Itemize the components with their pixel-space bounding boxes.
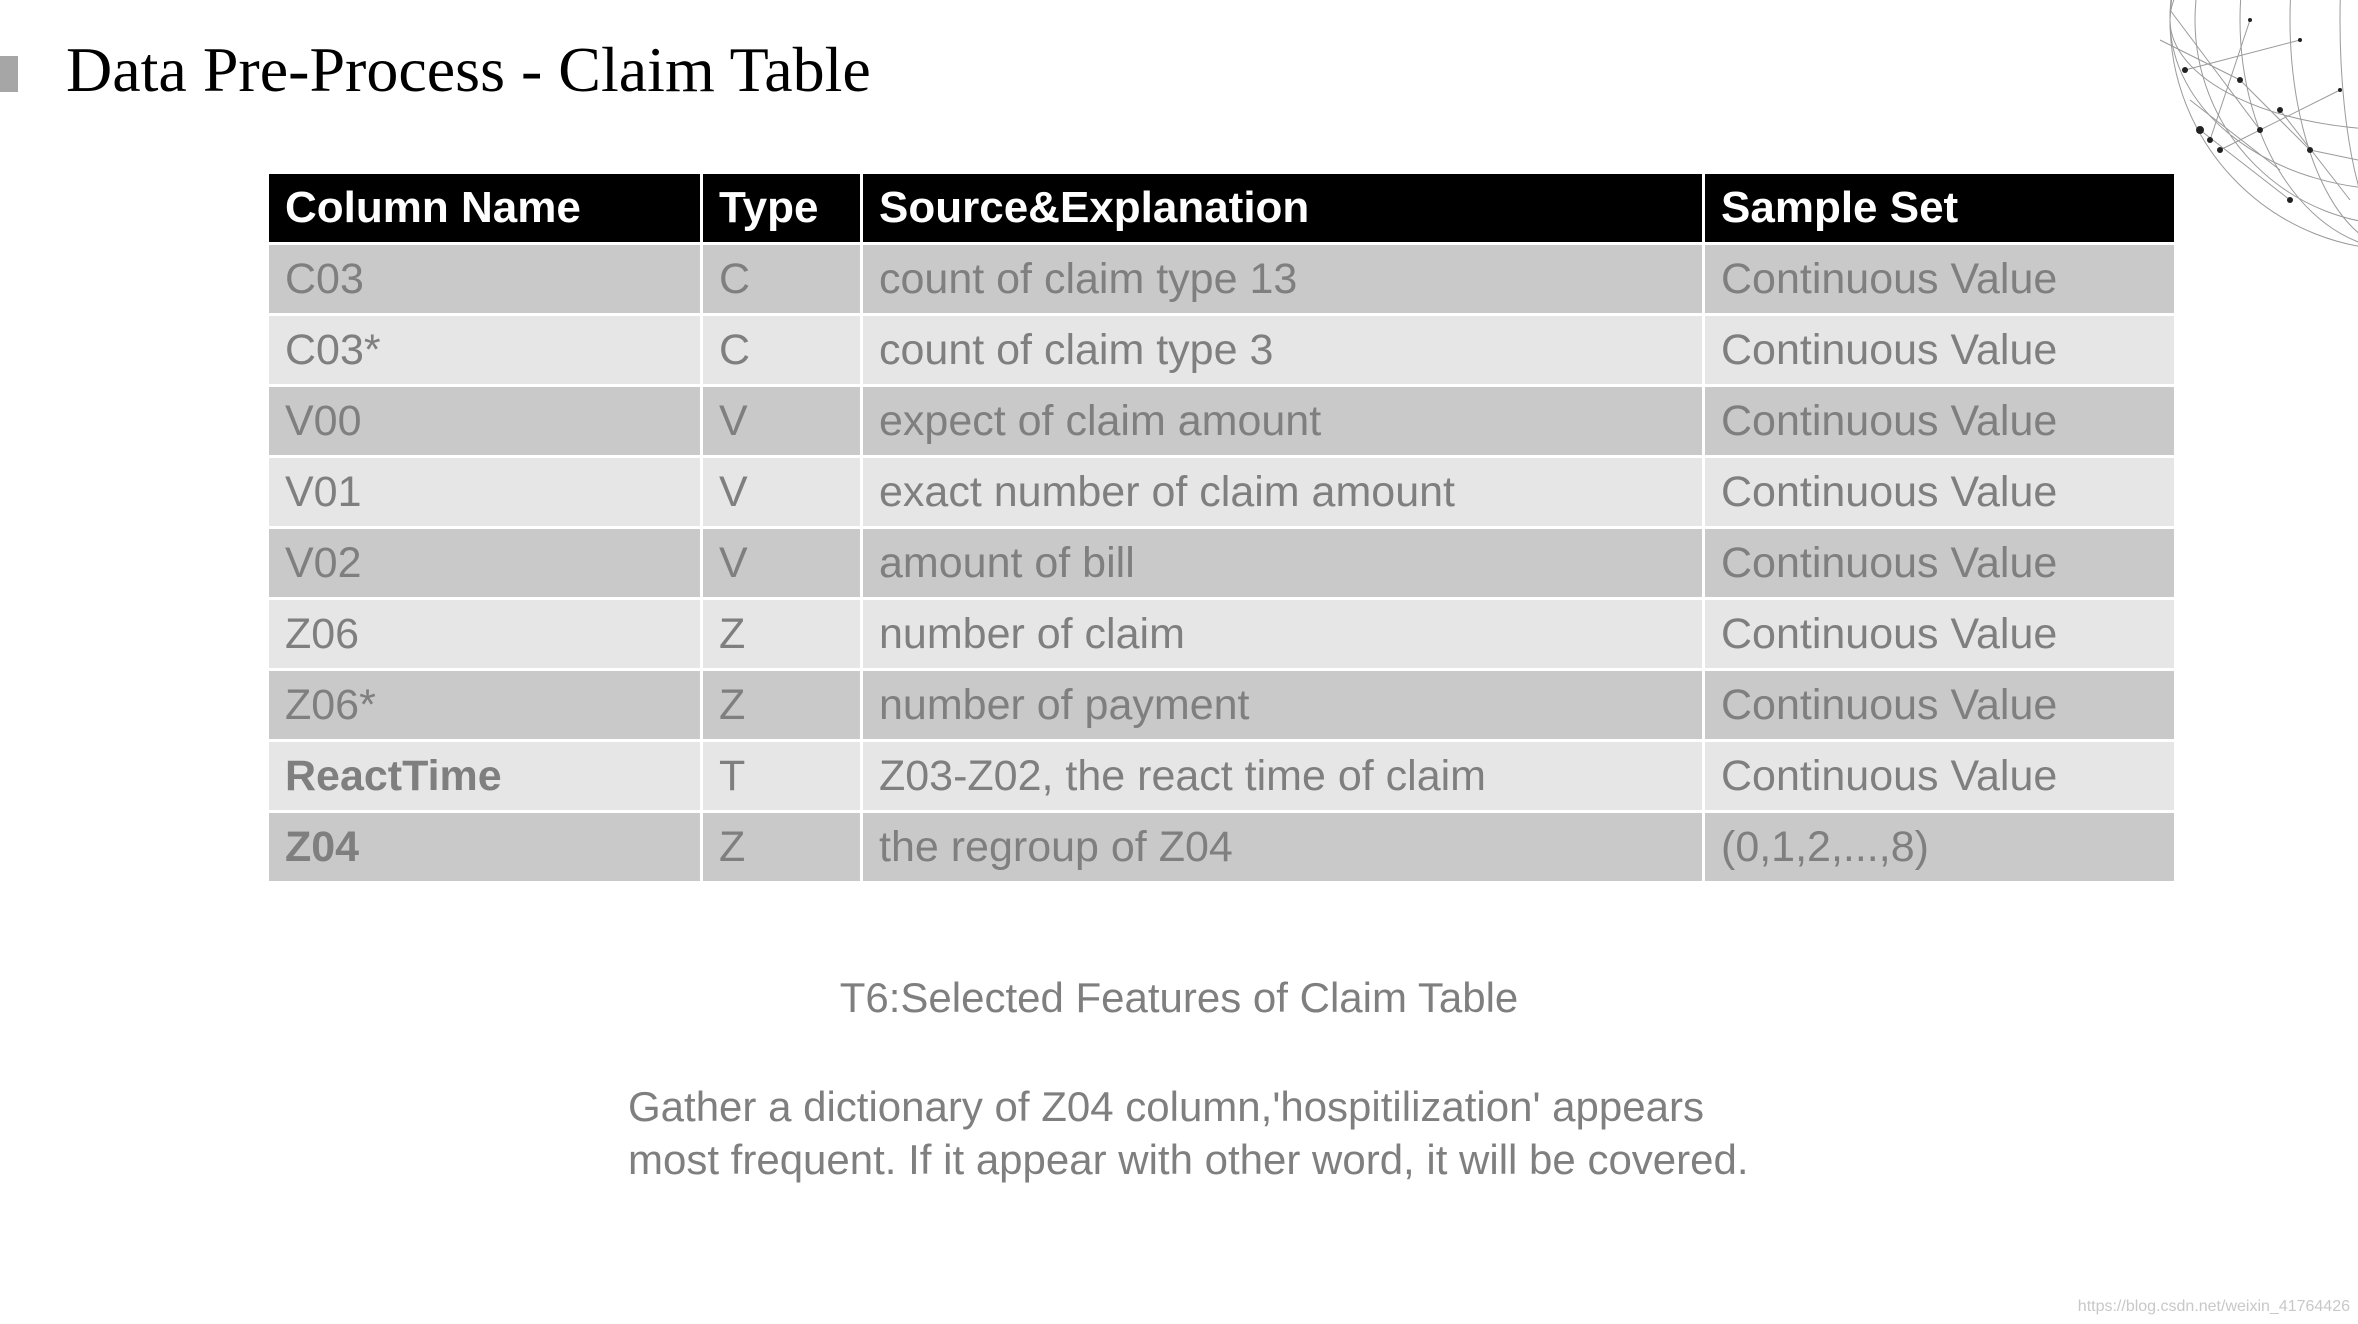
cell-sample-set: Continuous Value <box>1704 670 2176 741</box>
table-header-row <box>268 173 2176 244</box>
title-marker <box>0 56 18 92</box>
cell-column-name: Z06 <box>268 599 702 670</box>
note-line: most frequent. If it appear with other word, it will be covered. <box>628 1136 1749 1183</box>
cell-explanation: number of payment <box>862 670 1704 741</box>
table-row <box>268 599 2176 670</box>
cell-type: Z <box>702 599 862 670</box>
cell-column-name: V02 <box>268 528 702 599</box>
table-row <box>268 386 2176 457</box>
cell-sample-set: (0,1,2,...,8) <box>1704 812 2176 883</box>
header-source-explanation: Source&Explanation <box>862 173 1704 244</box>
cell-type: C <box>702 315 862 386</box>
header-type: Type <box>702 173 862 244</box>
cell-explanation: number of claim <box>862 599 1704 670</box>
cell-column-name: C03* <box>268 315 702 386</box>
table-row <box>268 670 2176 741</box>
page-title: Data Pre-Process - Claim Table <box>66 34 871 105</box>
cell-sample-set: Continuous Value <box>1704 244 2176 315</box>
cell-column-name: ReactTime <box>268 741 702 812</box>
cell-explanation: count of claim type 13 <box>862 244 1704 315</box>
cell-explanation: amount of bill <box>862 528 1704 599</box>
table-row <box>268 528 2176 599</box>
cell-type: Z <box>702 812 862 883</box>
cell-sample-set: Continuous Value <box>1704 315 2176 386</box>
cell-column-name: V01 <box>268 457 702 528</box>
cell-sample-set: Continuous Value <box>1704 741 2176 812</box>
cell-sample-set: Continuous Value <box>1704 457 2176 528</box>
cell-column-name: Z04 <box>268 812 702 883</box>
cell-type: V <box>702 457 862 528</box>
table-row <box>268 812 2176 883</box>
header-sample-set: Sample Set <box>1704 173 2176 244</box>
cell-explanation: the regroup of Z04 <box>862 812 1704 883</box>
cell-type: V <box>702 528 862 599</box>
table-row <box>268 244 2176 315</box>
cell-explanation: Z03-Z02, the react time of claim <box>862 741 1704 812</box>
note-line: Gather a dictionary of Z04 column,'hospitilization' appears <box>628 1083 1704 1130</box>
cell-explanation: exact number of claim amount <box>862 457 1704 528</box>
cell-type: T <box>702 741 862 812</box>
cell-column-name: V00 <box>268 386 702 457</box>
cell-sample-set: Continuous Value <box>1704 599 2176 670</box>
cell-type: C <box>702 244 862 315</box>
table-row <box>268 315 2176 386</box>
note-paragraph <box>628 1080 1928 1186</box>
cell-column-name: Z06* <box>268 670 702 741</box>
claim-features-table <box>266 171 2177 884</box>
cell-sample-set: Continuous Value <box>1704 528 2176 599</box>
cell-column-name: C03 <box>268 244 702 315</box>
table-row <box>268 457 2176 528</box>
cell-type: Z <box>702 670 862 741</box>
header-column-name: Column Name <box>268 173 702 244</box>
cell-sample-set: Continuous Value <box>1704 386 2176 457</box>
table-row <box>268 741 2176 812</box>
table-caption: T6:Selected Features of Claim Table <box>839 974 1519 1021</box>
watermark: https://blog.csdn.net/weixin_41764426 <box>2077 1298 2350 1315</box>
cell-explanation: expect of claim amount <box>862 386 1704 457</box>
cell-explanation: count of claim type 3 <box>862 315 1704 386</box>
cell-type: V <box>702 386 862 457</box>
